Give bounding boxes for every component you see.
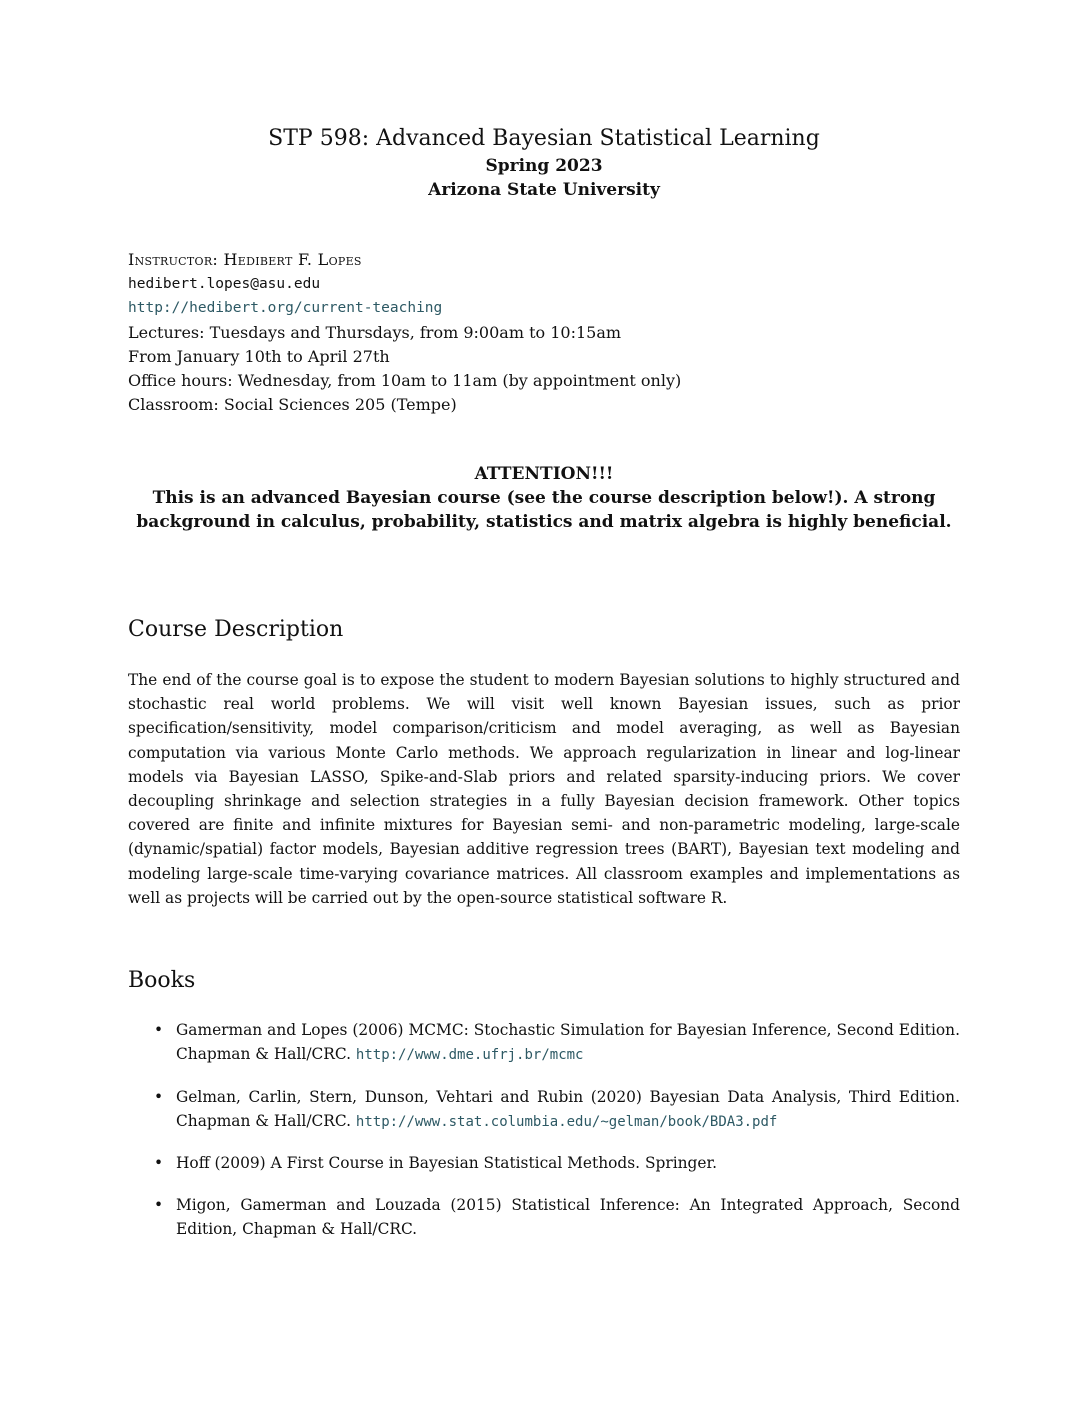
course-info — [128, 248, 968, 417]
book-item — [128, 1085, 960, 1134]
instructor-line: Instructor: Hedibert F. Lopes — [128, 250, 362, 269]
bullet-icon: • — [154, 1154, 164, 1173]
book-item — [128, 1151, 960, 1175]
classroom-line: Classroom: Social Sciences 205 (Tempe) — [128, 395, 457, 415]
university-name: Arizona State University — [428, 180, 660, 200]
bullet-icon: • — [154, 1195, 164, 1214]
books-list — [128, 1018, 960, 1258]
book-item — [128, 1193, 960, 1241]
teaching-website-link[interactable]: http://hedibert.org/current-teaching — [128, 300, 443, 317]
book-citation: Migon, Gamerman and Louzada (2015) Statistical Inference: An Integrated Approach, Second Edition, Chapman & Hall/CRC. — [176, 1195, 960, 1238]
title-block — [128, 124, 960, 202]
course-term: Spring 2023 — [485, 156, 603, 176]
course-description-heading: Course Description — [128, 617, 344, 642]
dates-line: From January 10th to April 27th — [128, 346, 390, 366]
office-hours-line: Office hours: Wednesday, from 10am to 11am (by appointment only) — [128, 370, 682, 390]
bullet-icon: • — [154, 1087, 164, 1106]
attention-body: This is an advanced Bayesian course (see the course description below!). A strong background in calculus, probability, statistics and matrix algebra is highly beneficial. — [136, 488, 952, 532]
book-link[interactable]: http://www.stat.columbia.edu/~gelman/book/BDA3.pdf — [355, 1113, 778, 1130]
attention-notice — [120, 462, 968, 534]
book-link[interactable]: http://www.dme.ufrj.br/mcmc — [355, 1047, 584, 1064]
attention-heading: ATTENTION!!! — [474, 464, 614, 484]
course-title: STP 598: Advanced Bayesian Statistical Learning — [268, 126, 820, 151]
books-heading: Books — [128, 968, 196, 993]
book-citation: Gamerman and Lopes (2006) MCMC: Stochastic Simulation for Bayesian Inference, Second Edition. Chapman & Hall/CRC. — [176, 1021, 960, 1064]
bullet-icon: • — [154, 1021, 164, 1039]
book-citation: Gelman, Carlin, Stern, Dunson, Vehtari and Rubin (2020) Bayesian Data Analysis, Third Edition. Chapman & Hall/CRC. — [176, 1087, 960, 1130]
lectures-line: Lectures: Tuesdays and Thursdays, from 9:00am to 10:15am — [128, 322, 622, 342]
book-item — [128, 1018, 960, 1067]
instructor-email[interactable]: hedibert.lopes@asu.edu — [128, 276, 321, 293]
book-citation: Hoff (2009) A First Course in Bayesian Statistical Methods. Springer. — [176, 1154, 718, 1173]
course-description-body: The end of the course goal is to expose the student to modern Bayesian solutions to highly structured and stochastic real world problems. We will visit well known Bayesian issues, such as prior specification/sensitivity, model comparison/criticism and model averaging, as well as Bayesian computation via various Monte Carlo methods. We approach regularization in linear and log-linear models via Bayesian LASSO, Spike-and-Slab priors and related sparsity-inducing priors. We cover decoupling shrinkage and selection strategies in a fully Bayesian decision framework. Other topics covered are finite and infinite mixtures for Bayesian semi- and non-parametric modeling, large-scale (dynamic/spatial) factor models, Bayesian additive regression trees (BART), Bayesian text modeling and modeling large-scale time-varying covariance matrices. All classroom examples and implementations as well as projects will be carried out by the open-source statistical software R. — [128, 671, 960, 907]
